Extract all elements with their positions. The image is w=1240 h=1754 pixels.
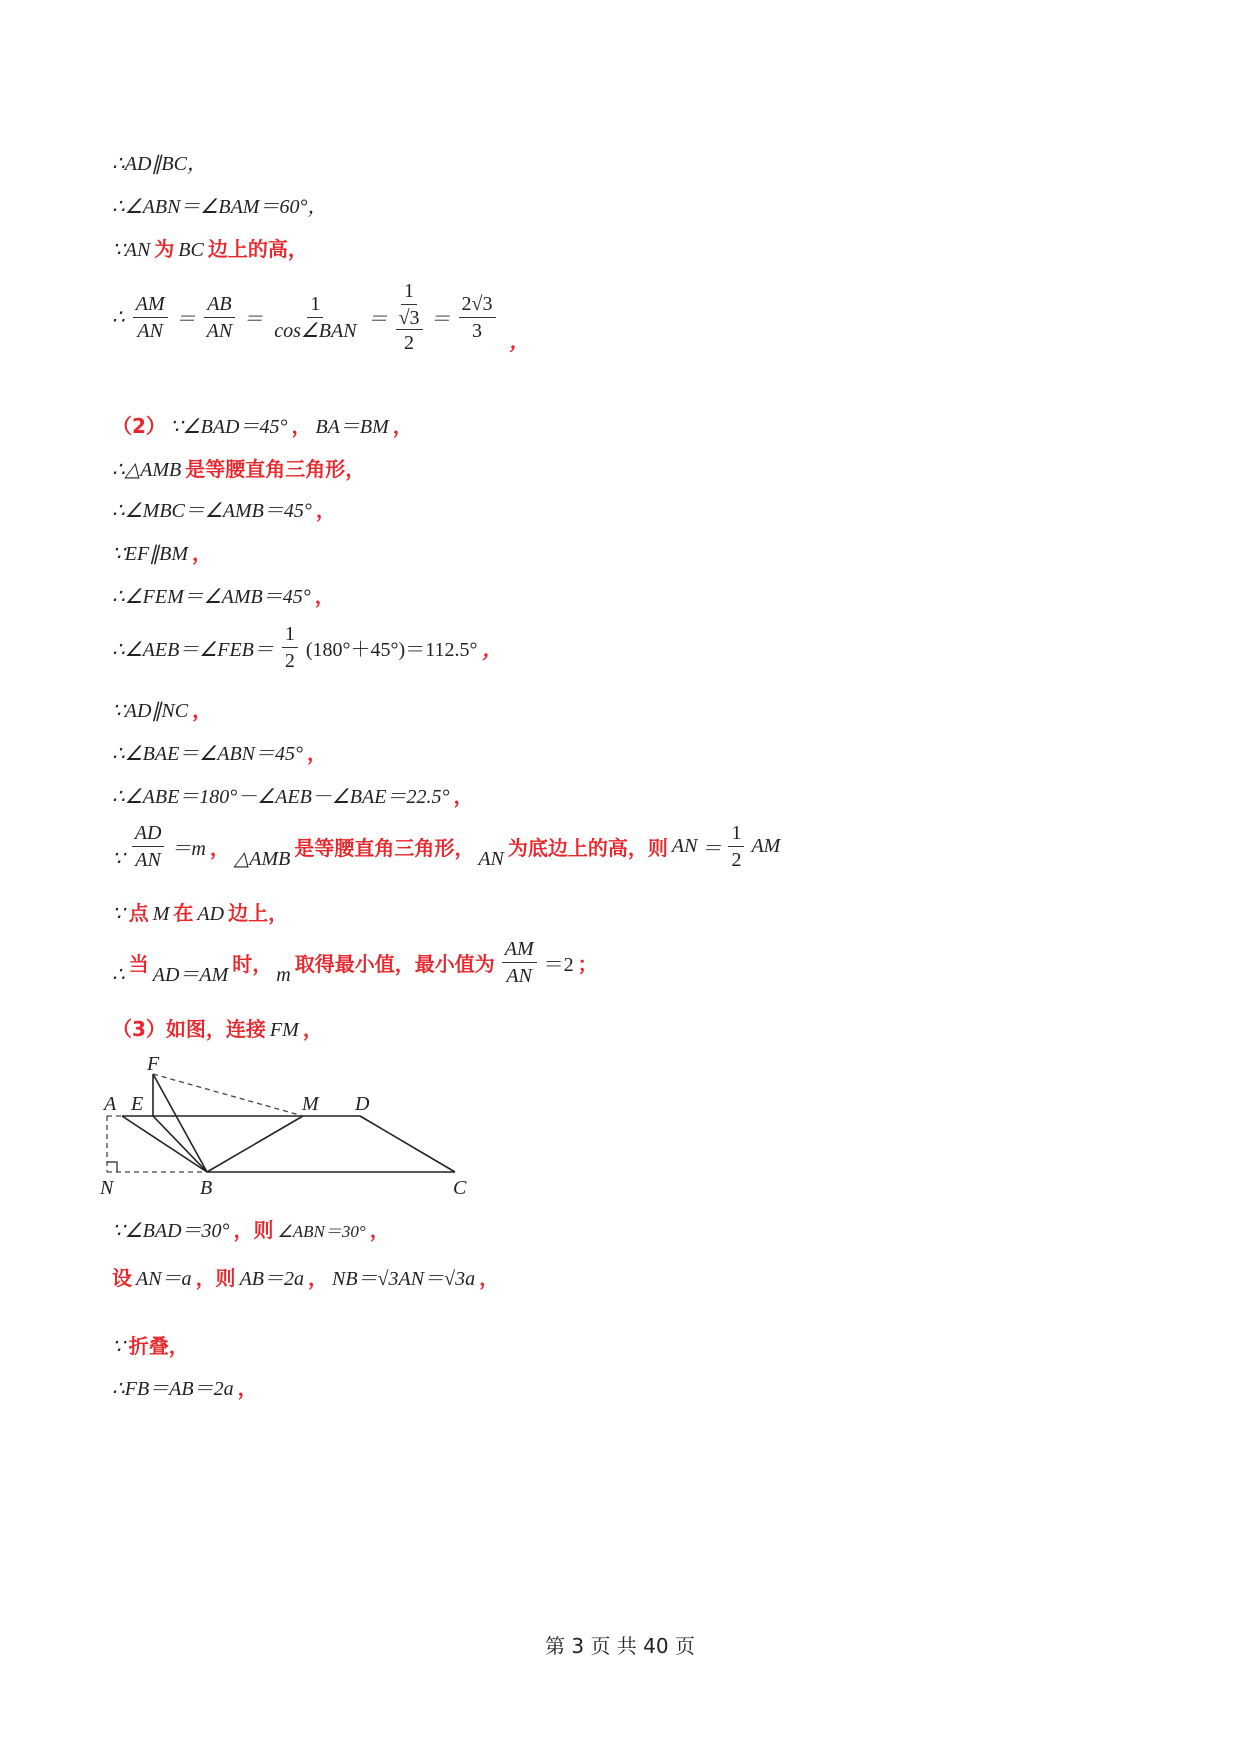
label-d: D <box>355 1093 370 1115</box>
label-n: N <box>100 1177 114 1199</box>
right-angle-mark <box>107 1162 117 1172</box>
line-ad-parallel-bc: ∴AD∥BC， <box>112 153 207 175</box>
segment-fb <box>153 1074 207 1172</box>
label-m: M <box>302 1093 319 1115</box>
segment-mb <box>207 1116 303 1172</box>
line-ef-parallel-bm: ∵EF∥BM ， <box>112 541 213 565</box>
label-c: C <box>453 1177 467 1199</box>
line-angle-aeb: ∴∠AEB＝∠FEB＝ $\frac{1}{2}$ (180°＋45°)＝112.5° ， <box>112 623 503 672</box>
line-isosceles-right: ∴△AMB 是等腰直角三角形， <box>112 457 366 481</box>
line-an-height: ∵AN 为 BC 边上的高， <box>112 237 308 261</box>
label-e: E <box>131 1093 144 1115</box>
line-angle-mbc: ∴∠MBC＝∠AMB＝45° ， <box>112 498 336 522</box>
segment-ab <box>122 1116 207 1172</box>
segment-fm-dashed <box>153 1074 303 1116</box>
line-angle-bad-30: ∵∠BAD＝30° ，则 ∠ABN＝30° ， <box>112 1218 390 1242</box>
geometry-figure <box>100 1048 540 1208</box>
part-2-given: （2） ∵∠BAD＝45° ， BA＝BM ， <box>112 414 413 438</box>
line-point-m-on-ad: ∵ 点 M 在 AD 边上， <box>112 901 289 925</box>
line-angle-fem: ∴∠FEM＝∠AMB＝45° ， <box>112 584 335 608</box>
line-ad-parallel-nc: ∵AD∥NC ， <box>112 698 213 722</box>
line-angle-bae: ∴∠BAE＝∠ABN＝45° ， <box>112 741 328 765</box>
part-3-header: （3）如图，连接 FM ， <box>112 1017 323 1041</box>
line-fb-ab: ∴FB＝AB＝2a ， <box>112 1376 258 1400</box>
label-b: B <box>200 1177 213 1199</box>
line-angle-abn-60: ∴∠ABN＝∠BAM＝60°， <box>112 196 328 218</box>
line-let-an-a: 设 AN＝a ，则 AB＝2a ， NB＝√3AN＝√3a ， <box>112 1266 500 1290</box>
line-ratio-m: ∵ $\frac{AD}{AN}$ ＝m ， △AMB 是等腰直角三角形， AN 为底边上的高，则 AN ＝ $\frac{1}{2}$ AM <box>112 822 781 871</box>
label-a: A <box>104 1093 117 1115</box>
line-fold: ∵ 折叠， <box>112 1334 189 1358</box>
line-minimum-value: ∴ 当 AD＝AM 时， m 取得最小值，最小值为 $\frac{AM}{AN}$ ＝2 ； <box>112 938 598 987</box>
line-am-an-ratio: ∴ $\frac{AM}{AN}$ ＝ $\frac{AB}{AN}$ ＝ $\frac{1}{\text{cos∠BAN}}$ ＝ 1 √3 2 ＝ $\frac{2√3}{3}$ ， <box>112 280 530 354</box>
page-footer: 第 3 页 共 40 页 <box>545 1634 695 1658</box>
label-f: F <box>147 1053 160 1075</box>
line-angle-abe: ∴∠ABE＝180°－∠AEB－∠BAE＝22.5° ， <box>112 784 474 808</box>
segment-dc <box>360 1116 455 1172</box>
